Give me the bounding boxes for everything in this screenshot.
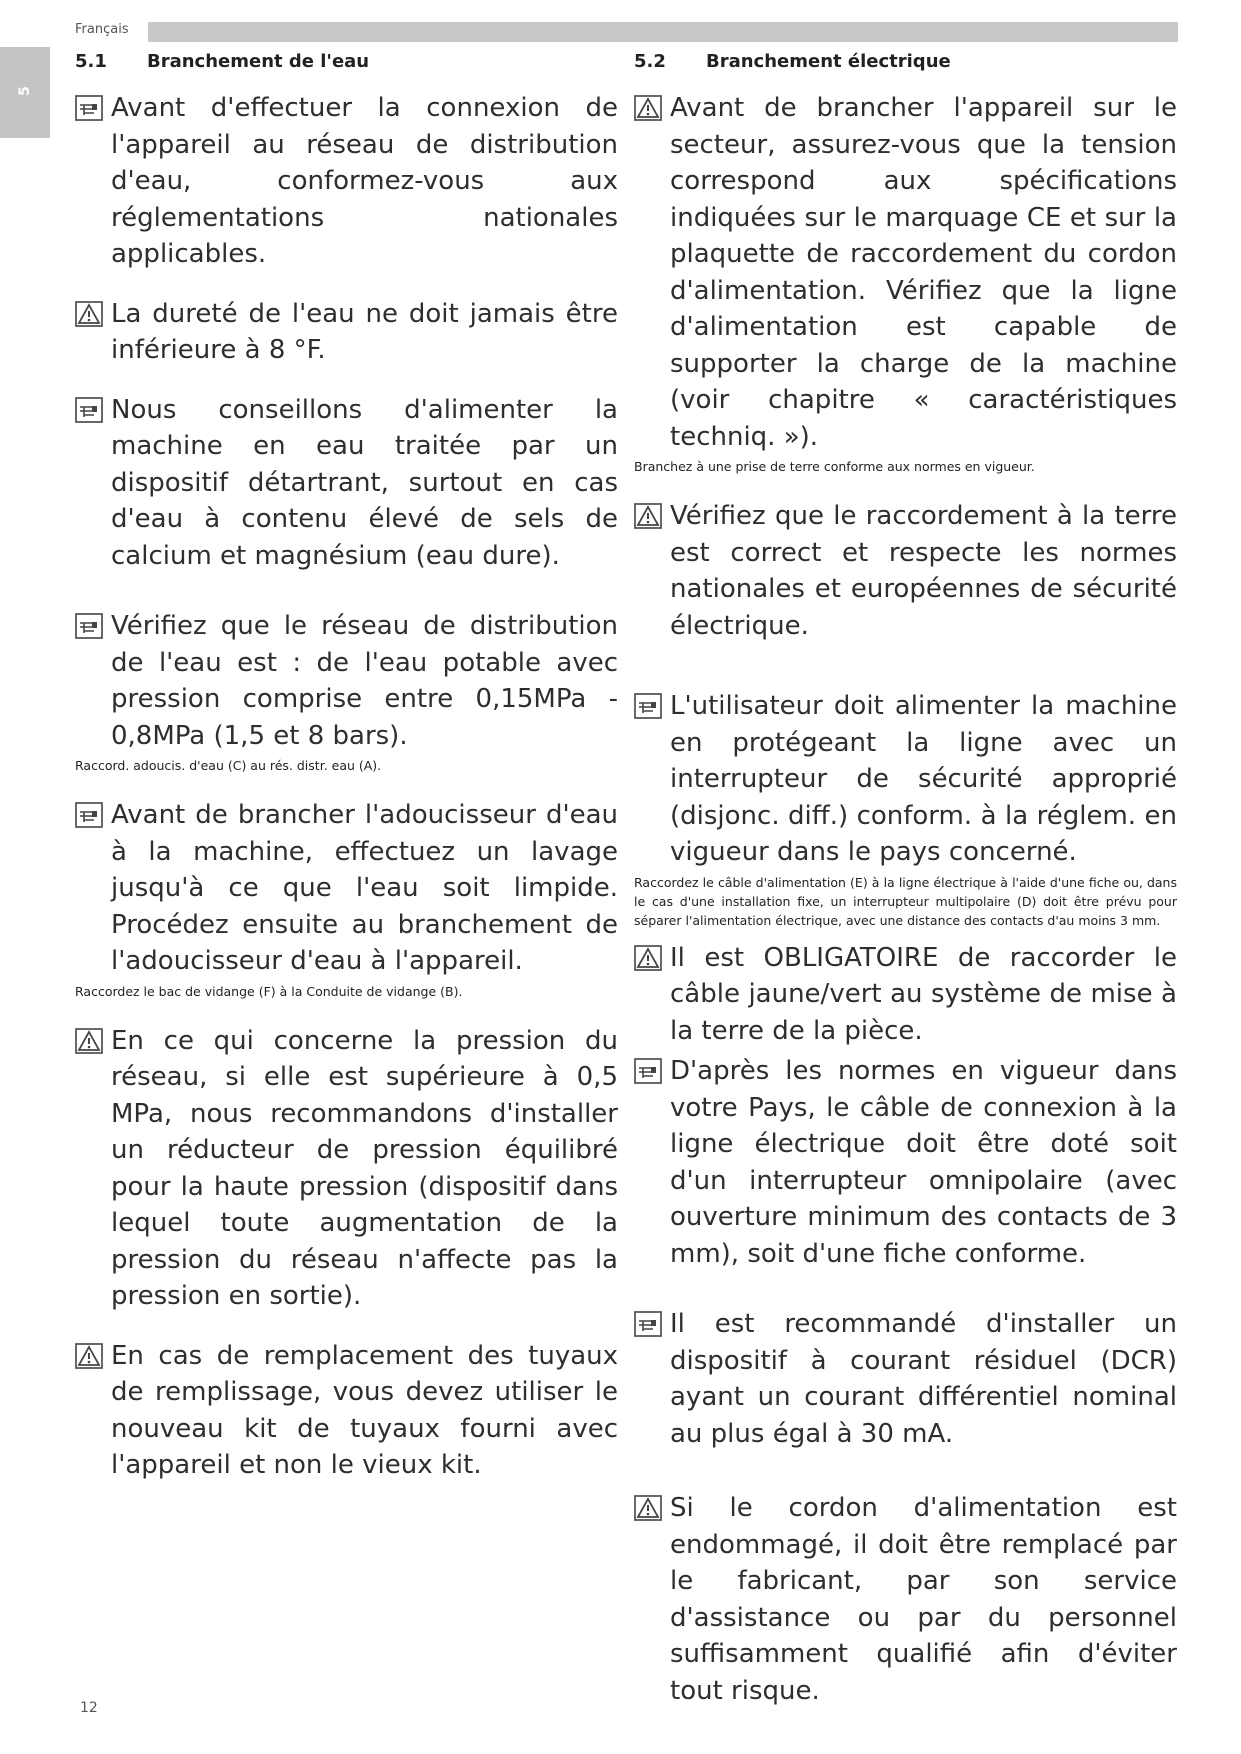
warning-icon bbox=[634, 1495, 662, 1521]
warning-icon bbox=[75, 1028, 103, 1054]
paragraph-text: La dureté de l'eau ne doit jamais être inférieure à 8 °F. bbox=[111, 298, 618, 365]
paragraph-text: En ce qui concerne la pression du réseau, si elle est supérieure à 0,5 MPa, nous recommandons d'installer un réducteur de pression équilibré pour la haute pression (dispositif dans lequel toute augmentation de la pression du réseau n'affecte pas la pression en sortie). bbox=[111, 1025, 618, 1311]
language-label: Français bbox=[75, 22, 129, 37]
warning-icon bbox=[634, 503, 662, 529]
section-number: 5.2 bbox=[634, 51, 666, 72]
warning-icon bbox=[634, 95, 662, 121]
paragraph-text: Vérifiez que le réseau de distribution de l'eau est : de l'eau potable avec pression comprise entre 0,15MPa - 0,8MPa (1,5 et 8 bars). bbox=[111, 611, 618, 751]
paragraph bbox=[634, 940, 1177, 1050]
pointing-hand-icon bbox=[75, 95, 103, 121]
pointing-hand-icon bbox=[75, 613, 103, 639]
chapter-tab bbox=[0, 47, 50, 138]
paragraph bbox=[75, 608, 618, 754]
paragraph bbox=[634, 90, 1177, 455]
paragraph bbox=[634, 1306, 1177, 1452]
paragraph-text: En cas de remplacement des tuyaux de remplissage, vous devez utiliser le nouveau kit de tuyaux fourni avec l'appareil et non le vieux kit. bbox=[111, 1340, 618, 1480]
note: Raccordez le câble d'alimentation (E) à la ligne électrique à l'aide d'une fiche ou, dans le cas d'une installation fixe, un interrupteur multipolaire (D) doit être prévu pour séparer l'alimentation électrique, avec une distance des contacts d'au moins 3 mm. bbox=[634, 874, 1177, 928]
pointing-hand-icon bbox=[634, 1311, 662, 1337]
paragraph bbox=[634, 1053, 1177, 1272]
section-title: Branchement de l'eau bbox=[147, 51, 370, 72]
section-number: 5.1 bbox=[75, 51, 107, 72]
pointing-hand-icon bbox=[634, 1058, 662, 1084]
paragraph bbox=[634, 1490, 1177, 1709]
paragraph-text: Avant d'effectuer la connexion de l'appareil au réseau de distribution d'eau, conformez-vous aux réglementations nationales applicables. bbox=[111, 93, 618, 269]
pointing-hand-icon bbox=[75, 802, 103, 828]
paragraph-text: Nous conseillons d'alimenter la machine en eau traitée par un dispositif détartrant, surtout en cas d'eau à contenu élevé de sels de calcium et magnésium (eau dure). bbox=[111, 394, 618, 571]
paragraph-text: Vérifiez que le raccordement à la terre est correct et respecte les normes nationales et européennes de sécurité électrique. bbox=[670, 501, 1177, 641]
paragraph-text: Avant de brancher l'adoucisseur d'eau à la machine, effectuez un lavage jusqu'à ce que l'eau soit limpide. Procédez ensuite au branchement de l'adoucisseur d'eau à l'appareil. bbox=[111, 800, 618, 976]
paragraph bbox=[75, 1338, 618, 1484]
section-heading-5-1 bbox=[75, 50, 618, 74]
section-title: Branchement électrique bbox=[706, 51, 951, 72]
note: Raccordez le bac de vidange (F) à la Conduite de vidange (B). bbox=[75, 983, 463, 999]
warning-icon bbox=[75, 1343, 103, 1369]
paragraph bbox=[634, 498, 1177, 644]
paragraph bbox=[75, 797, 618, 980]
paragraph-text: Il est recommandé d'installer un dispositif à courant résiduel (DCR) ayant un courant différentiel nominal au plus égal à 30 mA. bbox=[670, 1309, 1177, 1449]
paragraph-text: Il est OBLIGATOIRE de raccorder le câble jaune/vert au système de mise à la terre de la pièce. bbox=[670, 942, 1177, 1046]
paragraph bbox=[75, 296, 618, 369]
warning-icon bbox=[75, 301, 103, 327]
paragraph bbox=[75, 392, 618, 575]
right-column bbox=[634, 50, 1177, 1732]
left-column bbox=[75, 50, 618, 1507]
paragraph-text: Avant de brancher l'appareil sur le secteur, assurez-vous que la tension correspond aux spécifications indiquées sur le marquage CE et sur la plaquette de raccordement du cordon d'alimentation. Vérifiez que la ligne d'alimentation est capable de supporter la charge de la machine (voir chapitre « caractéristiques techniq. »). bbox=[670, 93, 1177, 452]
chapter-tab-label: 5 bbox=[17, 86, 33, 96]
warning-icon bbox=[634, 945, 662, 971]
paragraph bbox=[75, 90, 618, 273]
note: Branchez à une prise de terre conforme aux normes en vigueur. bbox=[634, 459, 1035, 474]
header-bar bbox=[148, 22, 1178, 42]
paragraph-text: L'utilisateur doit alimenter la machine en protégeant la ligne avec un interrupteur de sécurité approprié (disjonc. diff.) conform. à la réglem. en vigueur dans le pays concerné. bbox=[670, 691, 1177, 867]
paragraph-text: D'après les normes en vigueur dans votre Pays, le câble de connexion à la ligne électrique doit être doté soit d'un interrupteur omnipolaire (avec ouverture minimum des contacts de 3 mm), soit d'une fiche conforme. bbox=[670, 1056, 1177, 1269]
pointing-hand-icon bbox=[634, 693, 662, 719]
pointing-hand-icon bbox=[75, 397, 103, 423]
section-heading-5-2 bbox=[634, 50, 1177, 74]
paragraph bbox=[634, 688, 1177, 871]
paragraph-text: Si le cordon d'alimentation est endommagé, il doit être remplacé par le fabricant, par son service d'assistance ou par du personnel suffisamment qualifié afin d'éviter tout risque. bbox=[670, 1493, 1177, 1706]
page-number: 12 bbox=[80, 1700, 98, 1716]
note: Raccord. adoucis. d'eau (C) au rés. distr. eau (A). bbox=[75, 758, 382, 773]
paragraph bbox=[75, 1023, 618, 1315]
